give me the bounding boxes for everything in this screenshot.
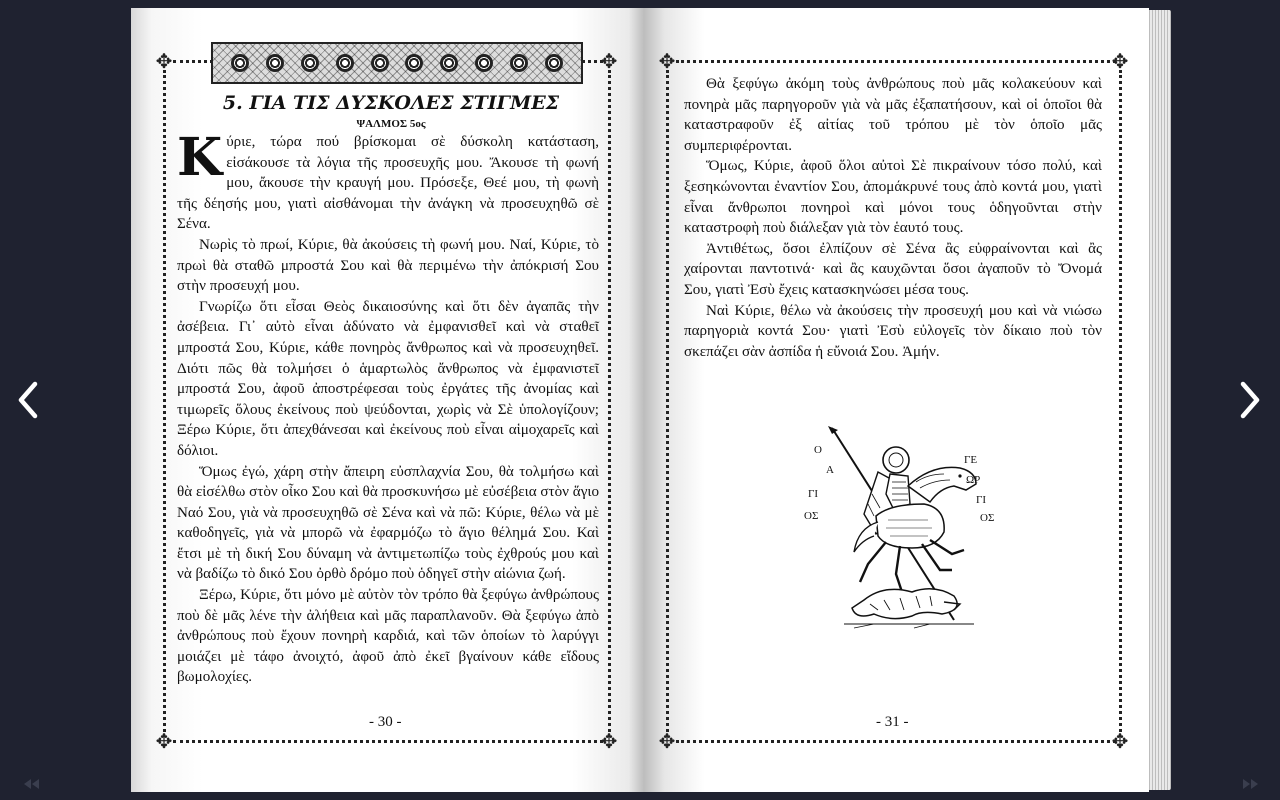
saint-george-icon: [804, 424, 1004, 634]
paragraph: Θὰ ξεφύγω ἀκόμη τοὺς ἀνθρώπους ποὺ μᾶς κολακεύουν καὶ πονηρὰ μᾶς παρηγοροῦν γιὰ νὰ μᾶς ἐξαπατήσουν, καὶ οἱ ὁποῖοι θὰ καταστραφοῦν ἐξ αἰτίας τοῦ τρόπου μὲ τὸν ὁποῖο μᾶς συμπεριφέρονται.: [684, 76, 1102, 154]
corner-ornament-icon: ✥: [1111, 49, 1129, 73]
paragraph: Κύριε, τώρα πού βρίσκομαι σὲ δύσκολη κατάσταση, εἰσάκουσε τὰ λόγια τῆς προσευχῆς μου. Ἄκουσε τὴ φωνή μου, ἄκουσε τὴν κραυγή μου. Πρόσεξε, Θεέ μου, τὴ φωνὴ τῆς δέησής μου, γιατὶ αἰσθάνομαι τὴν ἀνάγκη νὰ προσευχηθῶ σὲ Σένα.: [177, 127, 599, 233]
corner-ornament-icon: ✥: [600, 729, 618, 753]
paragraph: Νωρὶς τὸ πρωί, Κύριε, θὰ ἀκούσεις τὴ φωνή μου. Ναί, Κύριε, τὸ πρωὶ θὰ σταθῶ μπροστά Σου καὶ θὰ περιμένω τὴν ἀπόκρισή Σου στὴν προσευχή μου.: [177, 236, 599, 295]
chevron-left-icon: [15, 380, 41, 420]
paragraph: Ναὶ Κύριε, θέλω νὰ ἀκούσεις τὴν προσευχή μου καὶ νὰ νιώσω παρηγοριὰ κοντά Σου· γιατὶ Ἐσὺ εὐλογεῖς τὸν δίκαιο ποὺ τὸν σκεπάζει σὰν ἀσπίδα ἡ εὔνοιά Σου. Ἀμήν.: [684, 302, 1102, 360]
rosette-ornament-icon: [475, 54, 493, 72]
double-chevron-left-icon: [20, 777, 44, 791]
rosette-ornament-icon: [231, 54, 249, 72]
rosette-ornament-icon: [371, 54, 389, 72]
chapter-subtitle: ΨΑΛΜΟΣ 5ος: [356, 118, 426, 130]
page-number: - 31 -: [876, 714, 909, 730]
right-page-body: [684, 74, 1102, 362]
icon-inscription: ΓΙ: [976, 494, 987, 506]
icon-inscription: ΟΣ: [980, 512, 995, 524]
left-page[interactable]: [131, 8, 644, 792]
rosette-ornament-icon: [266, 54, 284, 72]
double-chevron-right-icon: [1238, 777, 1262, 791]
paragraph: Ὅμως ἐγώ, χάρη στὴν ἄπειρη εὐσπλαχνία Σου, θὰ τολμήσω καὶ θὰ εἰσέλθω στὸν οἶκο Σου καὶ θὰ προσκυνήσω μὲ εὐσέβεια στὸν ἅγιο Ναό Σου, γιὰ νὰ προσευχηθῶ σὲ Σένα καὶ νὰ πῶ: Κύριε, θέλω νὰ μὲ καθοδηγεῖς, γιὰ νὰ μπορῶ νὰ ἐφαρμόζω τὸ ἅγιο θέλημά Σου. Καὶ ἔτσι μὲ τὴ δική Σου δύναμη νὰ ἀντιμετωπίζω τοὺς ἐχθρούς μου καὶ νὰ βαδίζω τὸ δικό Σου ὀρθὸ δρόμο ποὺ ὁδηγεῖ στὴν αἰώνια ζωή.: [177, 463, 599, 583]
corner-ornament-icon: ✥: [155, 729, 173, 753]
rosette-ornament-icon: [405, 54, 423, 72]
rosette-ornament-icon: [336, 54, 354, 72]
page-stack-edge: [1147, 10, 1171, 790]
paragraph: Γνωρίζω ὅτι εἶσαι Θεὸς δικαιοσύνης καὶ ὅτι δὲν ἀγαπᾶς τὴν ἀσέβεια. Γι᾽ αὐτὸ εἶναι ἀδύνατο νὰ ἐμφανισθεῖ καὶ νὰ σταθεῖ μπροστά Σου, Κύριε, κάθε πονηρὸς ἄνθρωπος καὶ νὰ προσευχηθεῖ. Διότι πῶς θὰ τολμήσει ὁ ἁμαρτωλὸς ἄνθρωπος νὰ ἐμφανιστεῖ μπροστά Σου, ἀφοῦ ἀποστρέφεσαι τοὺς ἐργάτες τῆς ἀνομίας καὶ τιμωρεῖς ὅλους ἐκείνους ποὺ ψεύδονται, χωρὶς νὰ Σὲ ὑπολογίζουν; Ξέρω Κύριε, ὅτι ἀπεχθάνεσαι καὶ ἐκείνους ποὺ εἶναι αἱμοχαρεῖς καὶ δόλιοι.: [177, 298, 599, 459]
icon-inscription: Α: [826, 464, 834, 476]
rosette-ornament-icon: [440, 54, 458, 72]
drop-cap: Κ: [177, 127, 223, 188]
icon-inscription: Ο: [814, 444, 822, 456]
page-number: - 30 -: [369, 714, 402, 730]
rosette-ornament-icon: [510, 54, 528, 72]
icon-inscription: ΓΙ: [808, 488, 819, 500]
corner-ornament-icon: ✥: [658, 729, 676, 753]
right-page[interactable]: [644, 8, 1149, 792]
chapter-title: 5. ΓΙΑ ΤΙΣ ΔΥΣΚΟΛΕΣ ΣΤΙΓΜΕΣ: [222, 92, 560, 114]
next-page-button[interactable]: [1230, 378, 1270, 422]
icon-inscription: ΓΕ: [964, 454, 978, 466]
last-page-button[interactable]: [1238, 776, 1262, 790]
paragraph: Ὅμως, Κύριε, ἀφοῦ ὅλοι αὐτοὶ Σὲ πικραίνουν τόσο πολύ, καὶ ξεσηκώνονται ἐναντίον Σου, ἀπομάκρυνέ τους ἀπὸ κοντά μου, γιατὶ εἶναι ἄνθρωποι πονηροὶ καὶ μόνοι τους ὁδηγοῦνται στὴν καταστροφὴ ποὺ διάλεξαν γιὰ τὸν ἑαυτό τους.: [684, 158, 1102, 237]
left-page-body: [177, 127, 599, 688]
paragraph: Ἀντιθέτως, ὅσοι ἐλπίζουν σὲ Σένα ἂς εὐφραίνονται καὶ ἂς χαίρονται παντοτινά· καὶ ἂς καυχῶνται ὅσοι ἀγαποῦν τὸ Ὄνομά Σου, γιατὶ Ἐσὺ ἔχεις κατασκηνώσει μέσα τους.: [684, 240, 1102, 298]
corner-ornament-icon: ✥: [600, 49, 618, 73]
prev-page-button[interactable]: [8, 378, 48, 422]
icon-inscription: ΩΡ: [966, 474, 981, 486]
paragraph: Ξέρω, Κύριε, ὅτι μόνο μὲ αὐτὸν τὸν τρόπο θὰ ξεφύγω ἀνθρώπους ποὺ δὲ μᾶς λένε τὴν ἀλήθεια καὶ μᾶς παραπλανοῦν. Θὰ ξεφύγω ἀπὸ ἀνθρώπους ποὺ ἔχουν πονηρὴ καρδιά, καὶ τῶν ὁποίων τὸ λαρύγγι μοιάζει μὲ τάφο ἀνοιχτό, ἀφοῦ ἀπὸ ἐκεῖ βγαίνουν κάθε εἴδους βωμολοχίες.: [177, 587, 599, 686]
corner-ornament-icon: ✥: [658, 49, 676, 73]
first-page-button[interactable]: [20, 776, 44, 790]
chevron-right-icon: [1237, 380, 1263, 420]
corner-ornament-icon: ✥: [1111, 729, 1129, 753]
decorative-header-band: [211, 42, 583, 84]
icon-inscription: ΟΣ: [804, 510, 819, 522]
corner-ornament-icon: ✥: [155, 49, 173, 73]
rosette-ornament-icon: [301, 54, 319, 72]
rosette-ornament-icon: [545, 54, 563, 72]
open-book: [131, 8, 1171, 792]
